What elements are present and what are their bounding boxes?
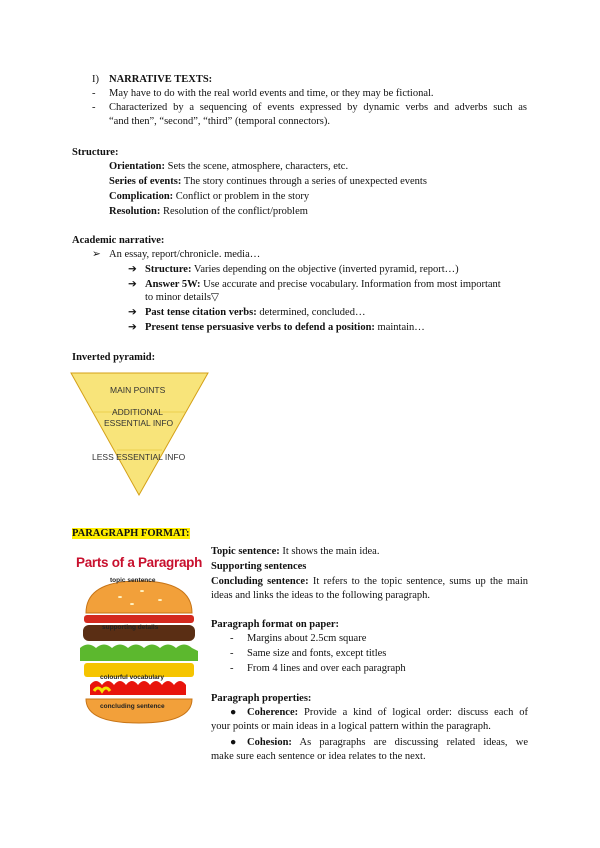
definition: Resolution of the conflict/problem bbox=[160, 206, 308, 217]
academic-item-cont: to minor details▽ bbox=[145, 292, 219, 303]
arrow-bullet-icon: ➔ bbox=[128, 322, 137, 333]
concluding-sentence-line bbox=[211, 575, 528, 589]
definition: As paragraphs are discussing related ideas, we bbox=[291, 737, 528, 748]
arrow-bullet-icon: ➔ bbox=[128, 264, 137, 275]
narrative-bullet-2-cont: “and then”, “second”, “third” (temporal connectors). bbox=[109, 116, 330, 127]
paragraph-format-heading bbox=[72, 527, 190, 541]
academic-item bbox=[145, 306, 365, 320]
structure-item bbox=[109, 175, 427, 189]
dash-bullet: - bbox=[92, 88, 96, 99]
dash-bullet: - bbox=[230, 633, 234, 644]
tomato-layer bbox=[84, 615, 194, 623]
arrowhead-bullet-icon: ➢ bbox=[92, 249, 101, 260]
concluding-sentence-cont: ideas and links the ideas to the following paragraph. bbox=[211, 590, 430, 601]
lettuce-layer bbox=[80, 645, 198, 662]
structure-heading: Structure: bbox=[72, 147, 119, 158]
term: Topic sentence: bbox=[211, 546, 280, 557]
academic-intro: An essay, report/chronicle. media… bbox=[109, 249, 261, 260]
definition: It shows the main idea. bbox=[279, 546, 380, 557]
definition: Provide a kind of logical order: discuss each of bbox=[298, 707, 528, 718]
term: Structure: bbox=[145, 264, 192, 275]
top-bun bbox=[86, 581, 192, 613]
academic-item bbox=[145, 263, 459, 277]
arrow-bullet-icon: ➔ bbox=[128, 307, 137, 318]
term: Coherence: bbox=[247, 707, 299, 718]
supporting-sentences: Supporting sentences bbox=[211, 561, 307, 572]
narrative-bullet-2: Characterized by a sequencing of events expressed by dynamic verbs and adverbs such as bbox=[109, 102, 527, 113]
definition: It refers to the topic sentence, sums up the main bbox=[308, 576, 529, 587]
format-item: Margins about 2.5cm square bbox=[247, 633, 367, 644]
narrative-heading: NARRATIVE TEXTS: bbox=[109, 74, 213, 85]
burger-illustration bbox=[80, 573, 198, 745]
definition: Varies depending on the objective (inverted pyramid, report…) bbox=[191, 264, 459, 275]
definition: The story continues through a series of unexpected events bbox=[181, 176, 427, 187]
burger-title: Parts of a Paragraph bbox=[76, 555, 203, 570]
academic-item bbox=[145, 321, 425, 335]
coherence-cont: your points or main ideas in a logical pattern within the paragraph. bbox=[211, 721, 491, 732]
term: Series of events: bbox=[109, 176, 182, 187]
dash-bullet: - bbox=[92, 102, 96, 113]
burger-label-vocabulary: colourful vocabulary bbox=[100, 674, 164, 681]
term: Orientation: bbox=[109, 161, 165, 172]
topic-sentence-line bbox=[211, 545, 379, 559]
round-bullet-icon: ● bbox=[230, 707, 237, 718]
academic-heading: Academic narrative: bbox=[72, 235, 165, 246]
term: Cohesion: bbox=[247, 737, 292, 748]
term: Resolution: bbox=[109, 206, 161, 217]
section-number: I) bbox=[92, 74, 99, 85]
term: Complication: bbox=[109, 191, 174, 202]
burger-label-topic: topic sentence bbox=[110, 577, 156, 584]
dash-bullet: - bbox=[230, 648, 234, 659]
format-item: From 4 lines and over each paragraph bbox=[247, 663, 406, 674]
properties-heading: Paragraph properties: bbox=[211, 693, 312, 704]
format-item: Same size and fonts, except titles bbox=[247, 648, 387, 659]
coherence-line bbox=[247, 706, 528, 720]
structure-item bbox=[109, 160, 348, 174]
arrow-bullet-icon: ➔ bbox=[128, 279, 137, 290]
dash-bullet: - bbox=[230, 663, 234, 674]
term: Answer 5W: bbox=[145, 279, 201, 290]
format-heading: Paragraph format on paper: bbox=[211, 619, 340, 630]
term: Past tense citation verbs: bbox=[145, 307, 257, 318]
definition: maintain… bbox=[374, 322, 425, 333]
definition: Conflict or problem in the story bbox=[173, 191, 310, 202]
narrative-bullet-1: May have to do with the real world events and time, or they may be fictional. bbox=[109, 88, 434, 99]
definition: determined, concluded… bbox=[256, 307, 366, 318]
structure-item bbox=[109, 205, 308, 219]
pyramid-heading: Inverted pyramid: bbox=[72, 352, 156, 363]
round-bullet-icon: ● bbox=[230, 737, 237, 748]
pyramid-label-less: LESS ESSENTIAL INFO bbox=[92, 452, 186, 462]
cohesion-cont: make sure each sentence or idea relates to the next. bbox=[211, 751, 426, 762]
definition: Sets the scene, atmosphere, characters, etc. bbox=[165, 161, 349, 172]
term: Concluding sentence: bbox=[211, 576, 309, 587]
academic-item bbox=[145, 278, 501, 292]
pyramid-label-essential: ESSENTIAL INFO bbox=[104, 418, 174, 428]
pyramid-label-main: MAIN POINTS bbox=[110, 385, 166, 395]
cohesion-line bbox=[247, 736, 528, 750]
highlighted-heading: PARAGRAPH FORMAT: bbox=[72, 528, 190, 539]
burger-label-supporting: supporting details bbox=[102, 624, 159, 631]
pyramid-label-additional: ADDITIONAL bbox=[112, 407, 164, 417]
structure-item bbox=[109, 190, 309, 204]
burger-label-concluding: concluding sentence bbox=[100, 703, 165, 710]
term: Present tense persuasive verbs to defend a position: bbox=[145, 322, 375, 333]
definition: Use accurate and precise vocabulary. Information from most important bbox=[200, 279, 501, 290]
